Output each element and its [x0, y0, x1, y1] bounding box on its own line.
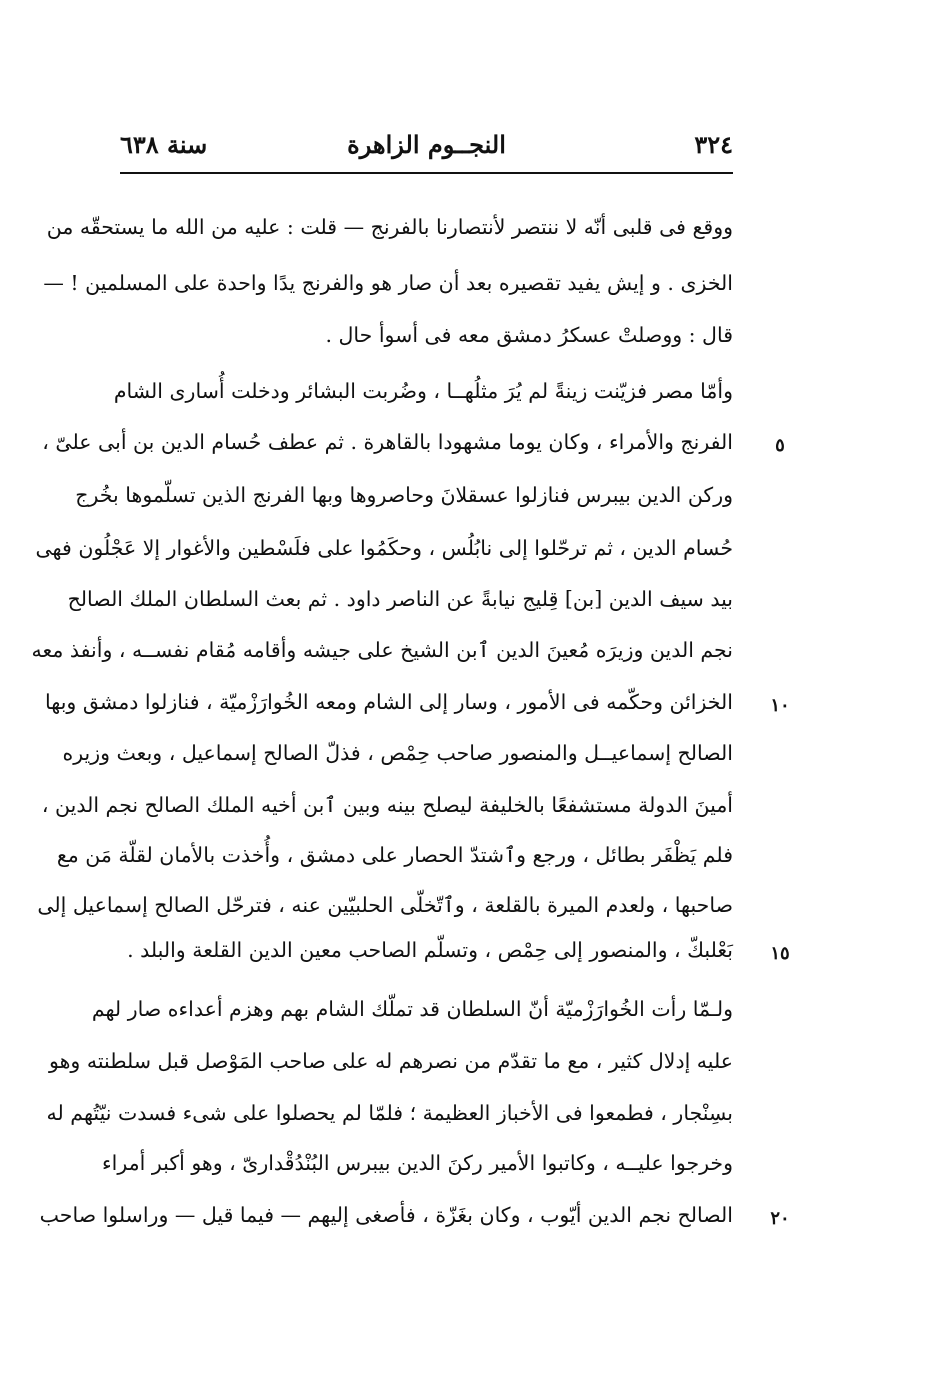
text-line: الخزى . و إيش يفيد تقصيره بعد أن صار هو والفرنج يدًا واحدة على المسلمين ! —: [43, 271, 733, 295]
text-line: الصالح نجم الدين أيّوب ، وكان بغَزّة ، فأصغى إليهم — فيما قيل — وراسلوا صاحب: [39, 1203, 733, 1227]
line-number: ١٠: [770, 695, 790, 716]
text-line: فلم يَظْفَر بطائل ، ورجع وٱشتدّ الحصار على دمشق ، وأُخذت بالأمان لقلّة مَن مع: [56, 843, 733, 867]
text-line: ووقع فى قلبى أنّه لا ننتصر لأنتصارنا بالفرنج — قلت : عليه من الله ما يستحقّه من: [46, 215, 733, 239]
text-line: نجم الدين وزيرَه مُعينَ الدين ٱبن الشيخ على جيشه وأقامه مُقام نفســه ، وأنفذ معه: [31, 638, 733, 662]
header-rule: [120, 172, 733, 174]
running-header: [120, 125, 733, 165]
text-line: بسِنْجار ، فطمعوا فى الأخباز العظيمة ؛ فلمّا لم يحصلوا على شىء فسدت نيّتُهم له: [46, 1101, 733, 1125]
text-line: الفرنج والأمراء ، وكان يوما مشهودا بالقاهرة . ثم عطف حُسام الدين بن أبى علىّ ،: [42, 430, 733, 454]
book-title: النجــوم الزاهرة: [347, 130, 506, 159]
text-line: الصالح إسماعيــل والمنصور صاحب حِمْص ، فذلّ الصالح إسماعيل ، وبعث وزيره: [62, 741, 733, 765]
text-line: وأمّا مصر فزيّنت زينةً لم يُرَ مثلُهــا ، وضُربت البشائر ودخلت أُسارى الشام: [113, 379, 733, 403]
line-number: ١٥: [770, 943, 790, 964]
text-line: الخزائن وحكّمه فى الأمور ، وسار إلى الشام ومعه الخُوارَزْميّة ، فنازلوا دمشق وبها: [45, 690, 733, 714]
text-line: ولـمّا رأت الخُوارَزْميّة أنّ السلطان قد تملّك الشام بهم وهزم أعداءه صار لهم: [91, 997, 733, 1021]
text-line: عليه إدلال كثير ، مع ما تقدّم من نصرهم له على صاحب المَوْصل قبل سلطنته وهو: [49, 1049, 733, 1073]
text-line: حُسام الدين ، ثم ترحّلوا إلى نابُلُس ، وحكَمُوا على فلَسْطين والأغوار إلا عَجْلُون فهى: [35, 536, 733, 560]
text-line: صاحبها ، ولعدم الميرة بالقلعة ، وٱتّخلّى الحلبيّين عنه ، فترحّل الصالح إسماعيل إلى: [37, 893, 733, 917]
text-line: أمينَ الدولة مستشفعًا بالخليفة ليصلح بينه وبين ٱبن أخيه الملك الصالح نجم الدين ،: [41, 793, 733, 817]
text-line: بَعْلبكّ ، والمنصور إلى حِمْص ، وتسلّم الصاحب معين الدين القلعة والبلد .: [127, 938, 733, 962]
year-label: سنة ٦٣٨: [120, 130, 208, 159]
line-number: ٢٠: [770, 1208, 790, 1229]
page-number: ٣٢٤: [694, 130, 733, 159]
text-line: بيد سيف الدين [بن] قِليج نيابةً عن الناصر داود . ثم بعث السلطان الملك الصالح: [67, 587, 733, 611]
text-line: قال : ووصلتْ عسكرُ دمشق معه فى أسوأ حال .: [325, 323, 733, 347]
text-line: وركن الدين بيبرس فنازلوا عسقلانَ وحاصروها وبها الفرنج الذين تسلّموها بخُرج: [75, 483, 733, 507]
text-line: وخرجوا عليــه ، وكاتبوا الأمير ركنَ الدين بيبرس البُنْدُقْدارىّ ، وهو أكبر أمراء: [102, 1151, 733, 1175]
line-number: ٥: [775, 435, 785, 456]
